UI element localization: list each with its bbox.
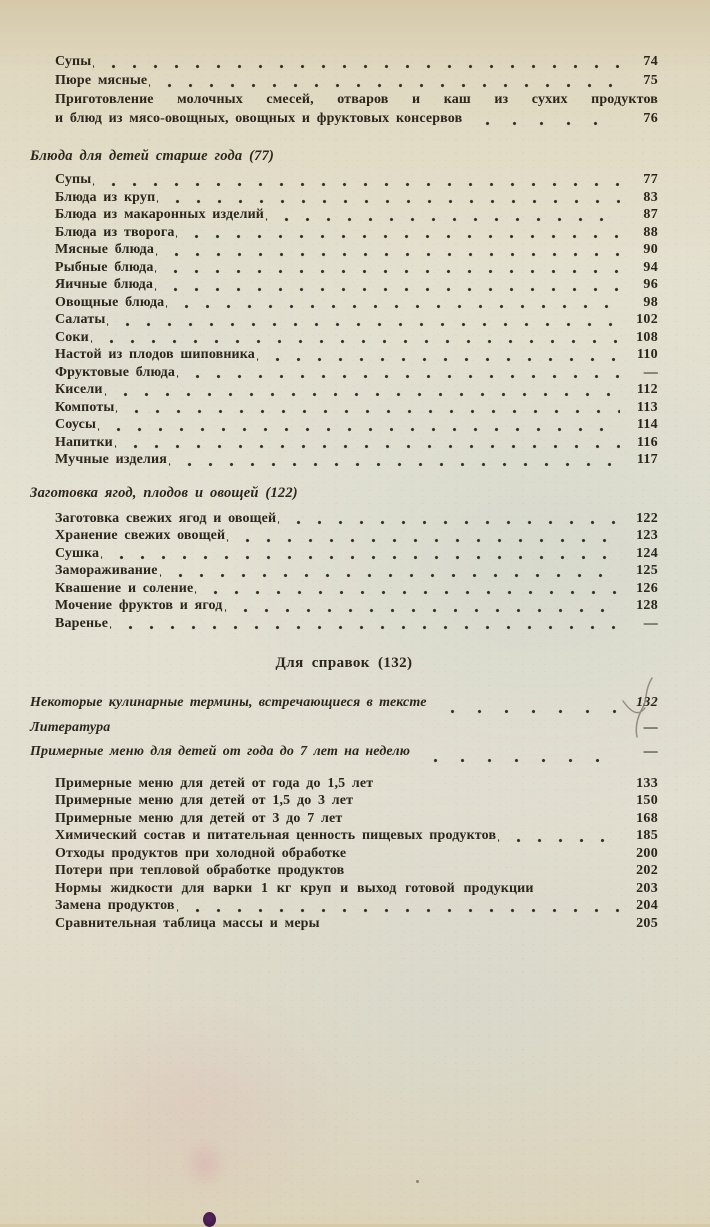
toc-intro-block bbox=[30, 52, 658, 128]
entry-label: Квашение и соление bbox=[55, 580, 194, 596]
entry-label: Блюда из творога bbox=[55, 224, 175, 240]
page-number: 87 bbox=[643, 207, 658, 222]
toc-entry bbox=[55, 792, 658, 810]
toc-section3-subentries bbox=[30, 691, 658, 765]
dot-leader bbox=[498, 832, 620, 845]
entry-label: Напитки bbox=[55, 434, 113, 450]
entry-label: Соусы bbox=[55, 417, 97, 432]
page-number: — bbox=[643, 364, 658, 380]
dot-leader bbox=[320, 919, 624, 932]
dot-leader bbox=[429, 703, 620, 716]
entry-label: Литература bbox=[30, 719, 111, 735]
toc-entry bbox=[55, 381, 658, 399]
page-number: 125 bbox=[636, 563, 658, 578]
page-number: 96 bbox=[643, 277, 658, 292]
dot-leader bbox=[101, 549, 620, 562]
toc-entry bbox=[55, 329, 658, 347]
entry-label: Соки bbox=[55, 329, 89, 345]
entry-label: Сравнительная таблица массы и меры bbox=[55, 915, 320, 931]
toc-entry bbox=[55, 416, 658, 434]
entry-label-wrapped-line1: Приготовление молочных смесей, отваров и каш из сухих продуктов bbox=[55, 92, 658, 107]
dot-leader bbox=[353, 797, 624, 810]
page-number: 77 bbox=[643, 172, 658, 187]
entry-label: Овощные блюда bbox=[55, 294, 165, 310]
toc-entry bbox=[55, 775, 658, 793]
dot-leader bbox=[105, 386, 620, 399]
toc-entry bbox=[55, 364, 658, 382]
page-number: 76 bbox=[643, 111, 658, 126]
dot-leader bbox=[110, 727, 624, 740]
entry-label: Хранение свежих овощей bbox=[55, 528, 226, 543]
toc-entry bbox=[55, 294, 658, 312]
dot-leader bbox=[91, 333, 620, 346]
page-number: 117 bbox=[636, 452, 658, 467]
toc-entry bbox=[55, 615, 658, 633]
dot-leader bbox=[155, 263, 620, 276]
entry-label: Блюда из круп bbox=[55, 189, 156, 205]
toc-page-content bbox=[0, 52, 710, 932]
dot-leader bbox=[149, 77, 620, 90]
entry-label: Мясные блюда bbox=[55, 242, 154, 257]
dot-leader bbox=[98, 421, 620, 434]
page-number: 168 bbox=[636, 810, 658, 826]
page-number: 113 bbox=[636, 399, 658, 415]
toc-entry bbox=[55, 897, 658, 915]
page-number: 202 bbox=[636, 863, 658, 878]
entry-label: Сушка bbox=[55, 545, 100, 561]
paper-speck bbox=[416, 1180, 419, 1183]
entry-label: Примерные меню для детей от 1,5 до 3 лет bbox=[55, 793, 354, 808]
toc-entry bbox=[30, 691, 658, 716]
page-number: 74 bbox=[643, 54, 658, 69]
ink-dot-mark bbox=[203, 1212, 216, 1227]
dot-leader bbox=[373, 779, 624, 792]
entry-label: Супы bbox=[55, 54, 92, 69]
toc-entry bbox=[55, 311, 658, 329]
toc-entry bbox=[55, 171, 658, 189]
page-number: 126 bbox=[636, 580, 658, 596]
entry-label: Пюре мясные bbox=[55, 73, 148, 88]
section-heading-preserving: Заготовка ягод, плодов и овощей (122) bbox=[30, 484, 298, 501]
entry-label: Замораживание bbox=[55, 563, 158, 578]
toc-entry bbox=[55, 346, 658, 364]
toc-entry bbox=[55, 845, 658, 863]
entry-label: Яичные блюда bbox=[55, 277, 154, 292]
page-number: 204 bbox=[636, 898, 658, 913]
toc-entry bbox=[55, 189, 658, 207]
page-number: 133 bbox=[636, 775, 658, 791]
entry-label: Настой из плодов шиповника bbox=[55, 347, 255, 362]
page-number: 75 bbox=[643, 73, 658, 88]
dot-leader bbox=[344, 867, 624, 880]
dot-leader bbox=[155, 281, 620, 294]
dot-leader bbox=[342, 814, 624, 827]
entry-label: Мучные изделия bbox=[55, 452, 167, 467]
toc-entry bbox=[55, 52, 658, 71]
page-number: 205 bbox=[636, 915, 658, 931]
dot-leader bbox=[177, 368, 620, 381]
toc-entry bbox=[55, 206, 658, 224]
dot-leader bbox=[225, 602, 620, 615]
page-number: 90 bbox=[643, 242, 658, 257]
toc-entry bbox=[55, 915, 658, 933]
entry-label: Фруктовые блюда bbox=[55, 364, 175, 380]
entry-label: Примерные меню для детей от 3 до 7 лет bbox=[55, 810, 343, 826]
pink-smudge-stain bbox=[182, 1138, 228, 1190]
toc-entry bbox=[55, 580, 658, 598]
entry-label: Блюда из макаронных изделий bbox=[55, 207, 265, 222]
page-number: 132 bbox=[636, 695, 658, 710]
section-heading-reference: Для справок (132) bbox=[275, 655, 413, 671]
dot-leader bbox=[346, 849, 624, 862]
toc-entry bbox=[55, 434, 658, 452]
dot-leader bbox=[464, 115, 620, 128]
toc-section1-list bbox=[30, 171, 658, 469]
page-number: — bbox=[643, 744, 658, 759]
page-number: 185 bbox=[636, 828, 658, 843]
entry-label: Примерные меню для детей от года до 7 лет на неделю bbox=[30, 744, 411, 759]
toc-entry bbox=[55, 862, 658, 880]
page-number: — bbox=[643, 719, 658, 735]
toc-section2-list bbox=[30, 510, 658, 633]
dot-leader bbox=[177, 902, 620, 915]
page-number: 88 bbox=[643, 224, 658, 240]
entry-label: Рыбные блюда bbox=[55, 259, 154, 275]
page-number: 123 bbox=[636, 528, 658, 543]
dot-leader bbox=[169, 456, 620, 469]
dot-leader bbox=[195, 584, 620, 597]
toc-section3-list bbox=[30, 775, 658, 933]
toc-entry bbox=[55, 71, 658, 90]
entry-label: Нормы жидкости для варки 1 кг круп и выход готовой продукции bbox=[55, 880, 534, 896]
toc-entry bbox=[30, 740, 658, 765]
page-number: 124 bbox=[636, 545, 658, 561]
toc-entry bbox=[55, 259, 658, 277]
page-number: 203 bbox=[636, 880, 658, 896]
page-number: 114 bbox=[636, 417, 658, 432]
dot-leader bbox=[257, 351, 620, 364]
page-number: 83 bbox=[643, 189, 658, 205]
page-number: 128 bbox=[636, 598, 658, 613]
dot-leader bbox=[160, 567, 620, 580]
entry-label: Заготовка свежих ягод и овощей bbox=[55, 510, 277, 526]
entry-label: Замена продуктов bbox=[55, 898, 175, 913]
page-number: 150 bbox=[636, 793, 658, 808]
dot-leader bbox=[93, 176, 620, 189]
toc-entry bbox=[55, 827, 658, 845]
page-number: 116 bbox=[636, 434, 658, 450]
page-number: 94 bbox=[643, 259, 658, 275]
toc-entry bbox=[55, 527, 658, 545]
entry-label-wrapped-line2: и блюд из мясо-овощных, овощных и фруктовых консервов bbox=[55, 111, 463, 126]
toc-entry bbox=[55, 399, 658, 417]
page-number: 112 bbox=[636, 382, 658, 397]
entry-label: Отходы продуктов при холодной обработке bbox=[55, 845, 347, 861]
entry-label: Варенье bbox=[55, 615, 109, 631]
toc-entry bbox=[55, 562, 658, 580]
page-number: — bbox=[643, 615, 658, 631]
page-number: 102 bbox=[636, 312, 658, 327]
toc-entry bbox=[55, 545, 658, 563]
toc-entry bbox=[55, 597, 658, 615]
toc-entry bbox=[55, 276, 658, 294]
dot-leader bbox=[115, 438, 620, 451]
dot-leader bbox=[534, 884, 628, 897]
dot-leader bbox=[176, 228, 620, 241]
dot-leader bbox=[412, 752, 620, 765]
dot-leader bbox=[166, 298, 620, 311]
section-heading-dishes-over-one-year: Блюда для детей старше года (77) bbox=[30, 148, 275, 164]
entry-label: Салаты bbox=[55, 312, 106, 327]
entry-label: Кисели bbox=[55, 382, 103, 397]
dot-leader bbox=[278, 514, 620, 527]
scanned-book-page bbox=[0, 52, 710, 1224]
toc-entry bbox=[55, 510, 658, 528]
pen-mark bbox=[612, 674, 664, 740]
entry-label: Химический состав и питательная ценность пищевых продуктов bbox=[55, 828, 497, 843]
toc-entry bbox=[55, 224, 658, 242]
entry-label: Некоторые кулинарные термины, встречающиеся в тексте bbox=[30, 695, 427, 710]
dot-leader bbox=[266, 211, 620, 224]
toc-entry bbox=[30, 716, 658, 741]
entry-label: Супы bbox=[55, 172, 92, 187]
toc-entry bbox=[55, 451, 658, 469]
dot-leader bbox=[93, 58, 620, 71]
page-number: 108 bbox=[636, 329, 658, 345]
page-number: 98 bbox=[643, 294, 658, 310]
toc-entry bbox=[55, 880, 658, 898]
dot-leader bbox=[157, 193, 620, 206]
entry-label: Примерные меню для детей от года до 1,5 лет bbox=[55, 775, 374, 791]
page-number: 122 bbox=[636, 510, 658, 526]
dot-leader bbox=[227, 532, 620, 545]
entry-label: Компоты bbox=[55, 399, 115, 415]
toc-entry bbox=[55, 109, 658, 128]
dot-leader bbox=[116, 403, 620, 416]
toc-entry bbox=[55, 810, 658, 828]
page-number: 200 bbox=[636, 845, 658, 861]
toc-entry bbox=[55, 241, 658, 259]
dot-leader bbox=[110, 619, 620, 632]
dot-leader bbox=[107, 316, 620, 329]
entry-label: Потери при тепловой обработке продуктов bbox=[55, 863, 345, 878]
dot-leader bbox=[156, 246, 620, 259]
entry-label: Мочение фруктов и ягод bbox=[55, 598, 223, 613]
page-number: 110 bbox=[636, 347, 658, 362]
